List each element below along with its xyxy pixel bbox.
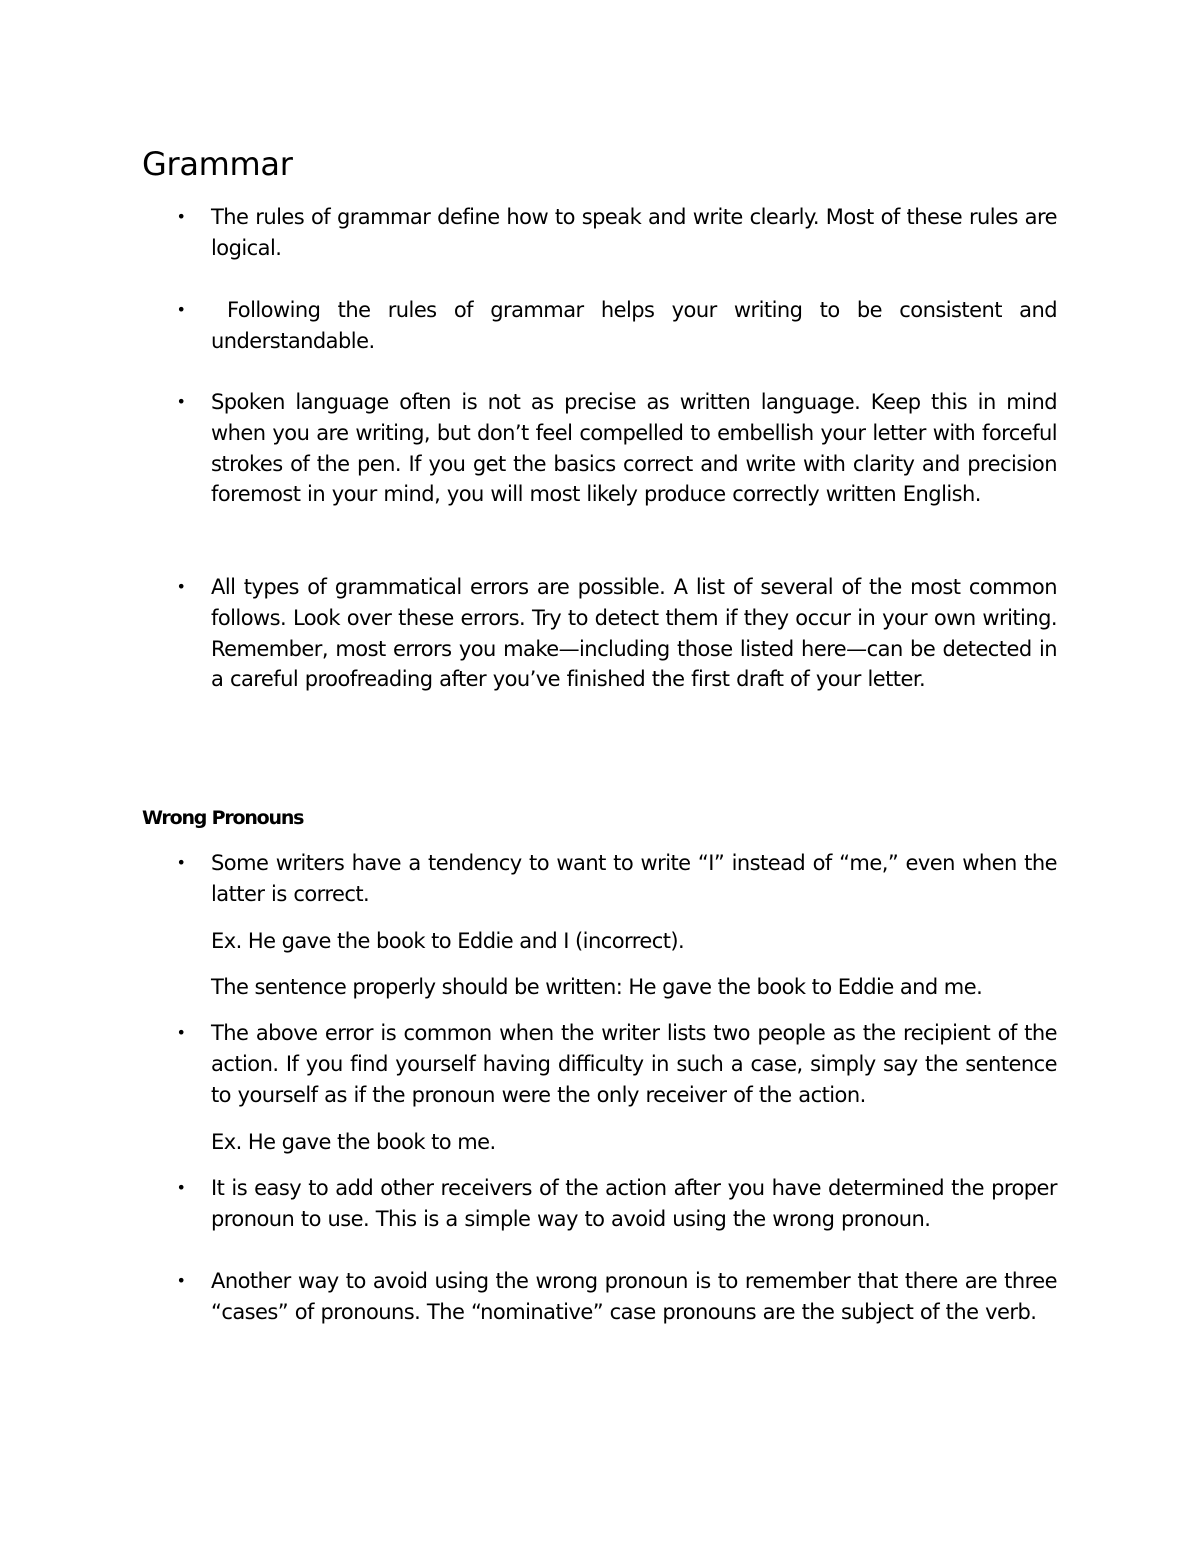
list-item (176, 387, 1057, 510)
bullet-icon: • (176, 577, 186, 596)
list-item (176, 1173, 1057, 1235)
example-text: Ex. He gave the book to me. (211, 1130, 496, 1154)
list-item (176, 1018, 1057, 1110)
list-item (176, 572, 1057, 695)
page-title: Grammar (142, 145, 293, 183)
list-item (176, 202, 1057, 264)
list-item-text: The rules of grammar define how to speak and write clearly. Most of these rules are logical. (211, 205, 1057, 260)
bullet-icon: • (176, 300, 186, 319)
example-correction-text: The sentence properly should be written: He gave the book to Eddie and me. (211, 975, 983, 999)
bullet-icon: • (176, 853, 186, 872)
list-item-text: Spoken language often is not as precise as written language. Keep this in mind when you are writing, but don’t feel compelled to embellish your letter with forceful strokes of the pen. If you get the basics correct and write with clarity and precision foremost in your mind, you will most likely produce correctly written English. (211, 390, 1057, 507)
list-item-text: It is easy to add other receivers of the action after you have determined the proper pronoun to use. This is a simple way to avoid using the wrong pronoun. (211, 1176, 1057, 1231)
list-item (176, 848, 1057, 910)
list-item (176, 1266, 1057, 1328)
list-item-text: Some writers have a tendency to want to write “I” instead of “me,” even when the latter is correct. (211, 851, 1057, 906)
bullet-icon: • (176, 207, 186, 226)
list-item (176, 295, 1057, 357)
section-heading: Wrong Pronouns (142, 807, 304, 829)
example-text: Ex. He gave the book to Eddie and I (incorrect). (211, 929, 685, 953)
list-item-text: Following the rules of grammar helps your writing to be consistent and understandable. (211, 298, 1057, 353)
list-item-text: Another way to avoid using the wrong pronoun is to remember that there are three “cases” of pronouns. The “nominative” case pronouns are the subject of the verb. (211, 1269, 1057, 1324)
bullet-icon: • (176, 1023, 186, 1042)
bullet-icon: • (176, 1178, 186, 1197)
list-item-text: The above error is common when the writer lists two people as the recipient of the action. If you find yourself having difficulty in such a case, simply say the sentence to yourself as if the pronoun were the only receiver of the action. (211, 1021, 1057, 1107)
list-item-text: All types of grammatical errors are possible. A list of several of the most common follows. Look over these errors. Try to detect them if they occur in your own writing. Remember, most errors you make—including those listed here—can be detected in a careful proofreading after you’ve finished the first draft of your letter. (211, 575, 1057, 692)
bullet-icon: • (176, 1271, 186, 1290)
bullet-icon: • (176, 392, 186, 411)
